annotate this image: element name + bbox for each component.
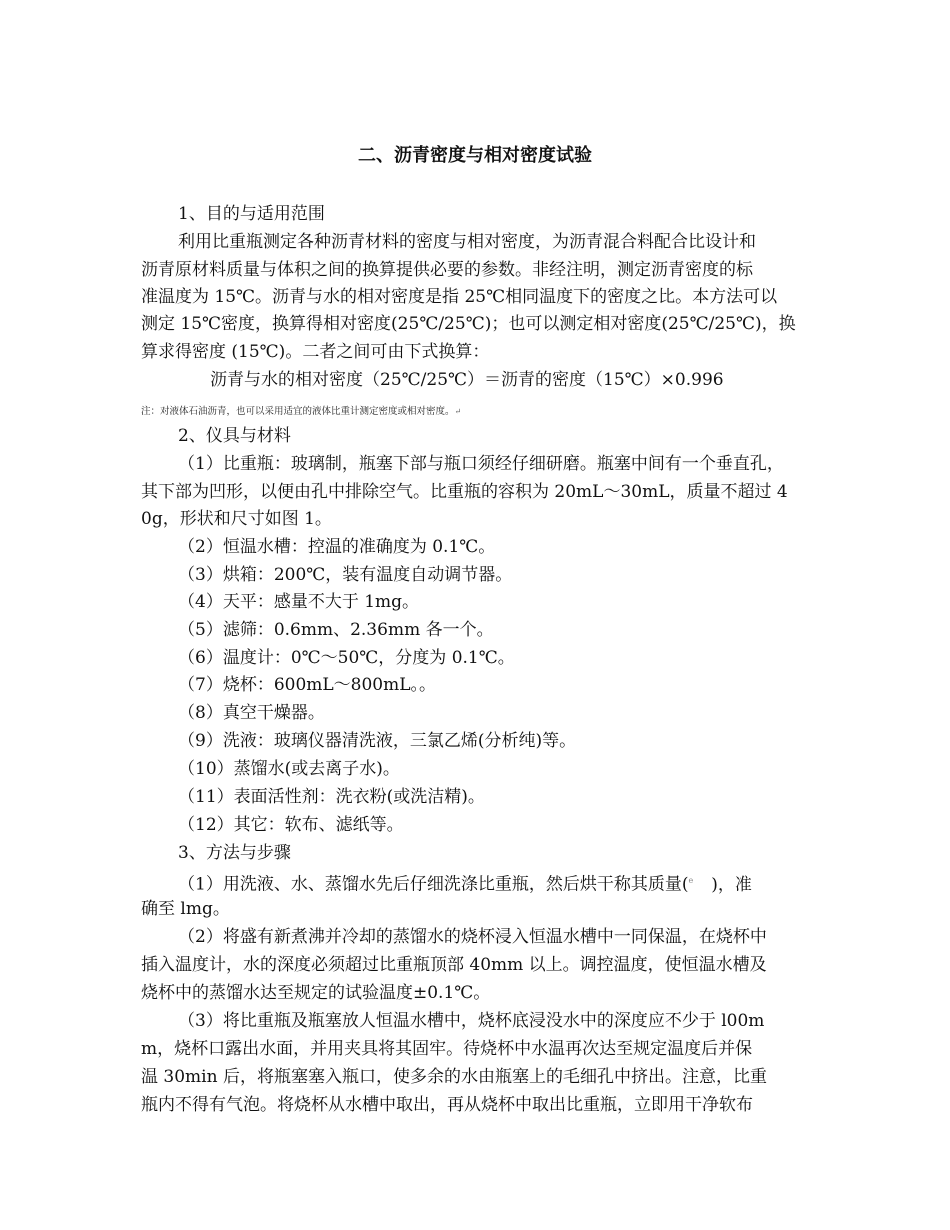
list-item: （10）蒸馏水(或去离子水)。: [178, 759, 400, 779]
paragraph-line: （2）将盛有新煮沸并冷却的蒸馏水的烧杯浸入恒温水槽中一同保温，在烧杯中: [178, 927, 767, 947]
list-item: （4）天平：感量不大于 1mg。: [178, 592, 420, 612]
paragraph-line: 烧杯中的蒸馏水达至规定的试验温度±0.1℃。: [141, 983, 491, 1003]
paragraph-line: 算求得密度 (15℃)。二者之间可由下式换算：: [141, 342, 490, 362]
footnote: 注：对液体石油沥青，也可以采用适宜的液体比重计测定密度或相对密度。↵: [141, 406, 462, 417]
list-item: （3）烘箱：200℃，装有温度自动调节器。: [178, 565, 513, 585]
paragraph-line: 插入温度计，水的深度必须超过比重瓶顶部 40mm 以上。调控温度，使恒温水槽及: [141, 955, 767, 975]
list-item: （7）烧杯：600mL～800mL。。: [178, 675, 437, 695]
section-heading-1: 1、目的与适用范围: [178, 204, 325, 224]
paragraph-line: 温 30min 后，将瓶塞塞入瓶口，使多余的水由瓶塞上的毛细孔中挤出。注意，比重: [141, 1067, 767, 1087]
paragraph-line: （3）将比重瓶及瓶塞放人恒温水槽中，烧杯底浸没水中的深度应不少于 l00m: [178, 1011, 765, 1031]
paragraph-line: 沥青原材料质量与体积之间的换算提供必要的参数。非经注明，测定沥青密度的标: [141, 260, 753, 280]
paragraph-line: 测定 15℃密度，换算得相对密度(25℃/25℃)；也可以测定相对密度(25℃/25℃)，换: [141, 314, 796, 334]
paragraph-line: m，烧杯口露出水面，并用夹具将其固牢。待烧杯中水温再次达至规定温度后并保: [141, 1039, 753, 1059]
paragraph-line: 其下部为凹形，以便由孔中排除空气。比重瓶的容积为 20mL～30mL，质量不超过 4: [141, 482, 788, 502]
section-heading-2: 2、仪具与材料: [178, 426, 291, 446]
list-item: （12）其它：软布、滤纸等。: [178, 815, 404, 835]
paragraph-line: （1）比重瓶：玻璃制，瓶塞下部与瓶口须经仔细研磨。瓶塞中间有一个垂直孔，: [178, 454, 784, 474]
section-heading-3: 3、方法与步骤: [178, 843, 291, 863]
paragraph-line: 确至 lmg。: [141, 899, 230, 919]
paragraph-line: 瓶内不得有气泡。将烧杯从水槽中取出，再从烧杯中取出比重瓶，立即用干净软布: [141, 1095, 753, 1115]
paragraph-line: 0g，形状和尺寸如图 1。: [141, 509, 332, 529]
list-item: （11）表面活性剂：洗衣粉(或洗洁精)。: [178, 787, 485, 807]
document-title: 二、沥青密度与相对密度试验: [358, 145, 592, 166]
list-item: （6）温度计：0℃～50℃，分度为 0.1℃。: [178, 648, 515, 668]
return-mark-icon: ↵: [454, 407, 462, 416]
list-item: （8）真空干燥器。: [178, 703, 325, 723]
paragraph-line: 准温度为 15℃。沥青与水的相对密度是指 25℃相同温度下的密度之比。本方法可以: [141, 287, 778, 307]
list-item: （5）滤筛：0.6mm、2.36mm 各一个。: [178, 620, 494, 640]
paragraph-line: 利用比重瓶测定各种沥青材料的密度与相对密度，为沥青混合料配合比设计和: [178, 232, 756, 252]
list-item: （2）恒温水槽：控温的准确度为 0.1℃。: [178, 537, 496, 557]
paragraph-line: （1）用洗液、水、蒸馏水先后仔细洗涤比重瓶，然后烘干称其质量($^e$ )，准: [178, 874, 752, 895]
conversion-formula: 沥青与水的相对密度（25℃/25℃）＝沥青的密度（15℃）×0.996: [210, 370, 724, 390]
mass-symbol: e: [688, 876, 694, 885]
list-item: （9）洗液：玻璃仪器清洗液，三氯乙烯(分析纯)等。: [178, 731, 577, 751]
